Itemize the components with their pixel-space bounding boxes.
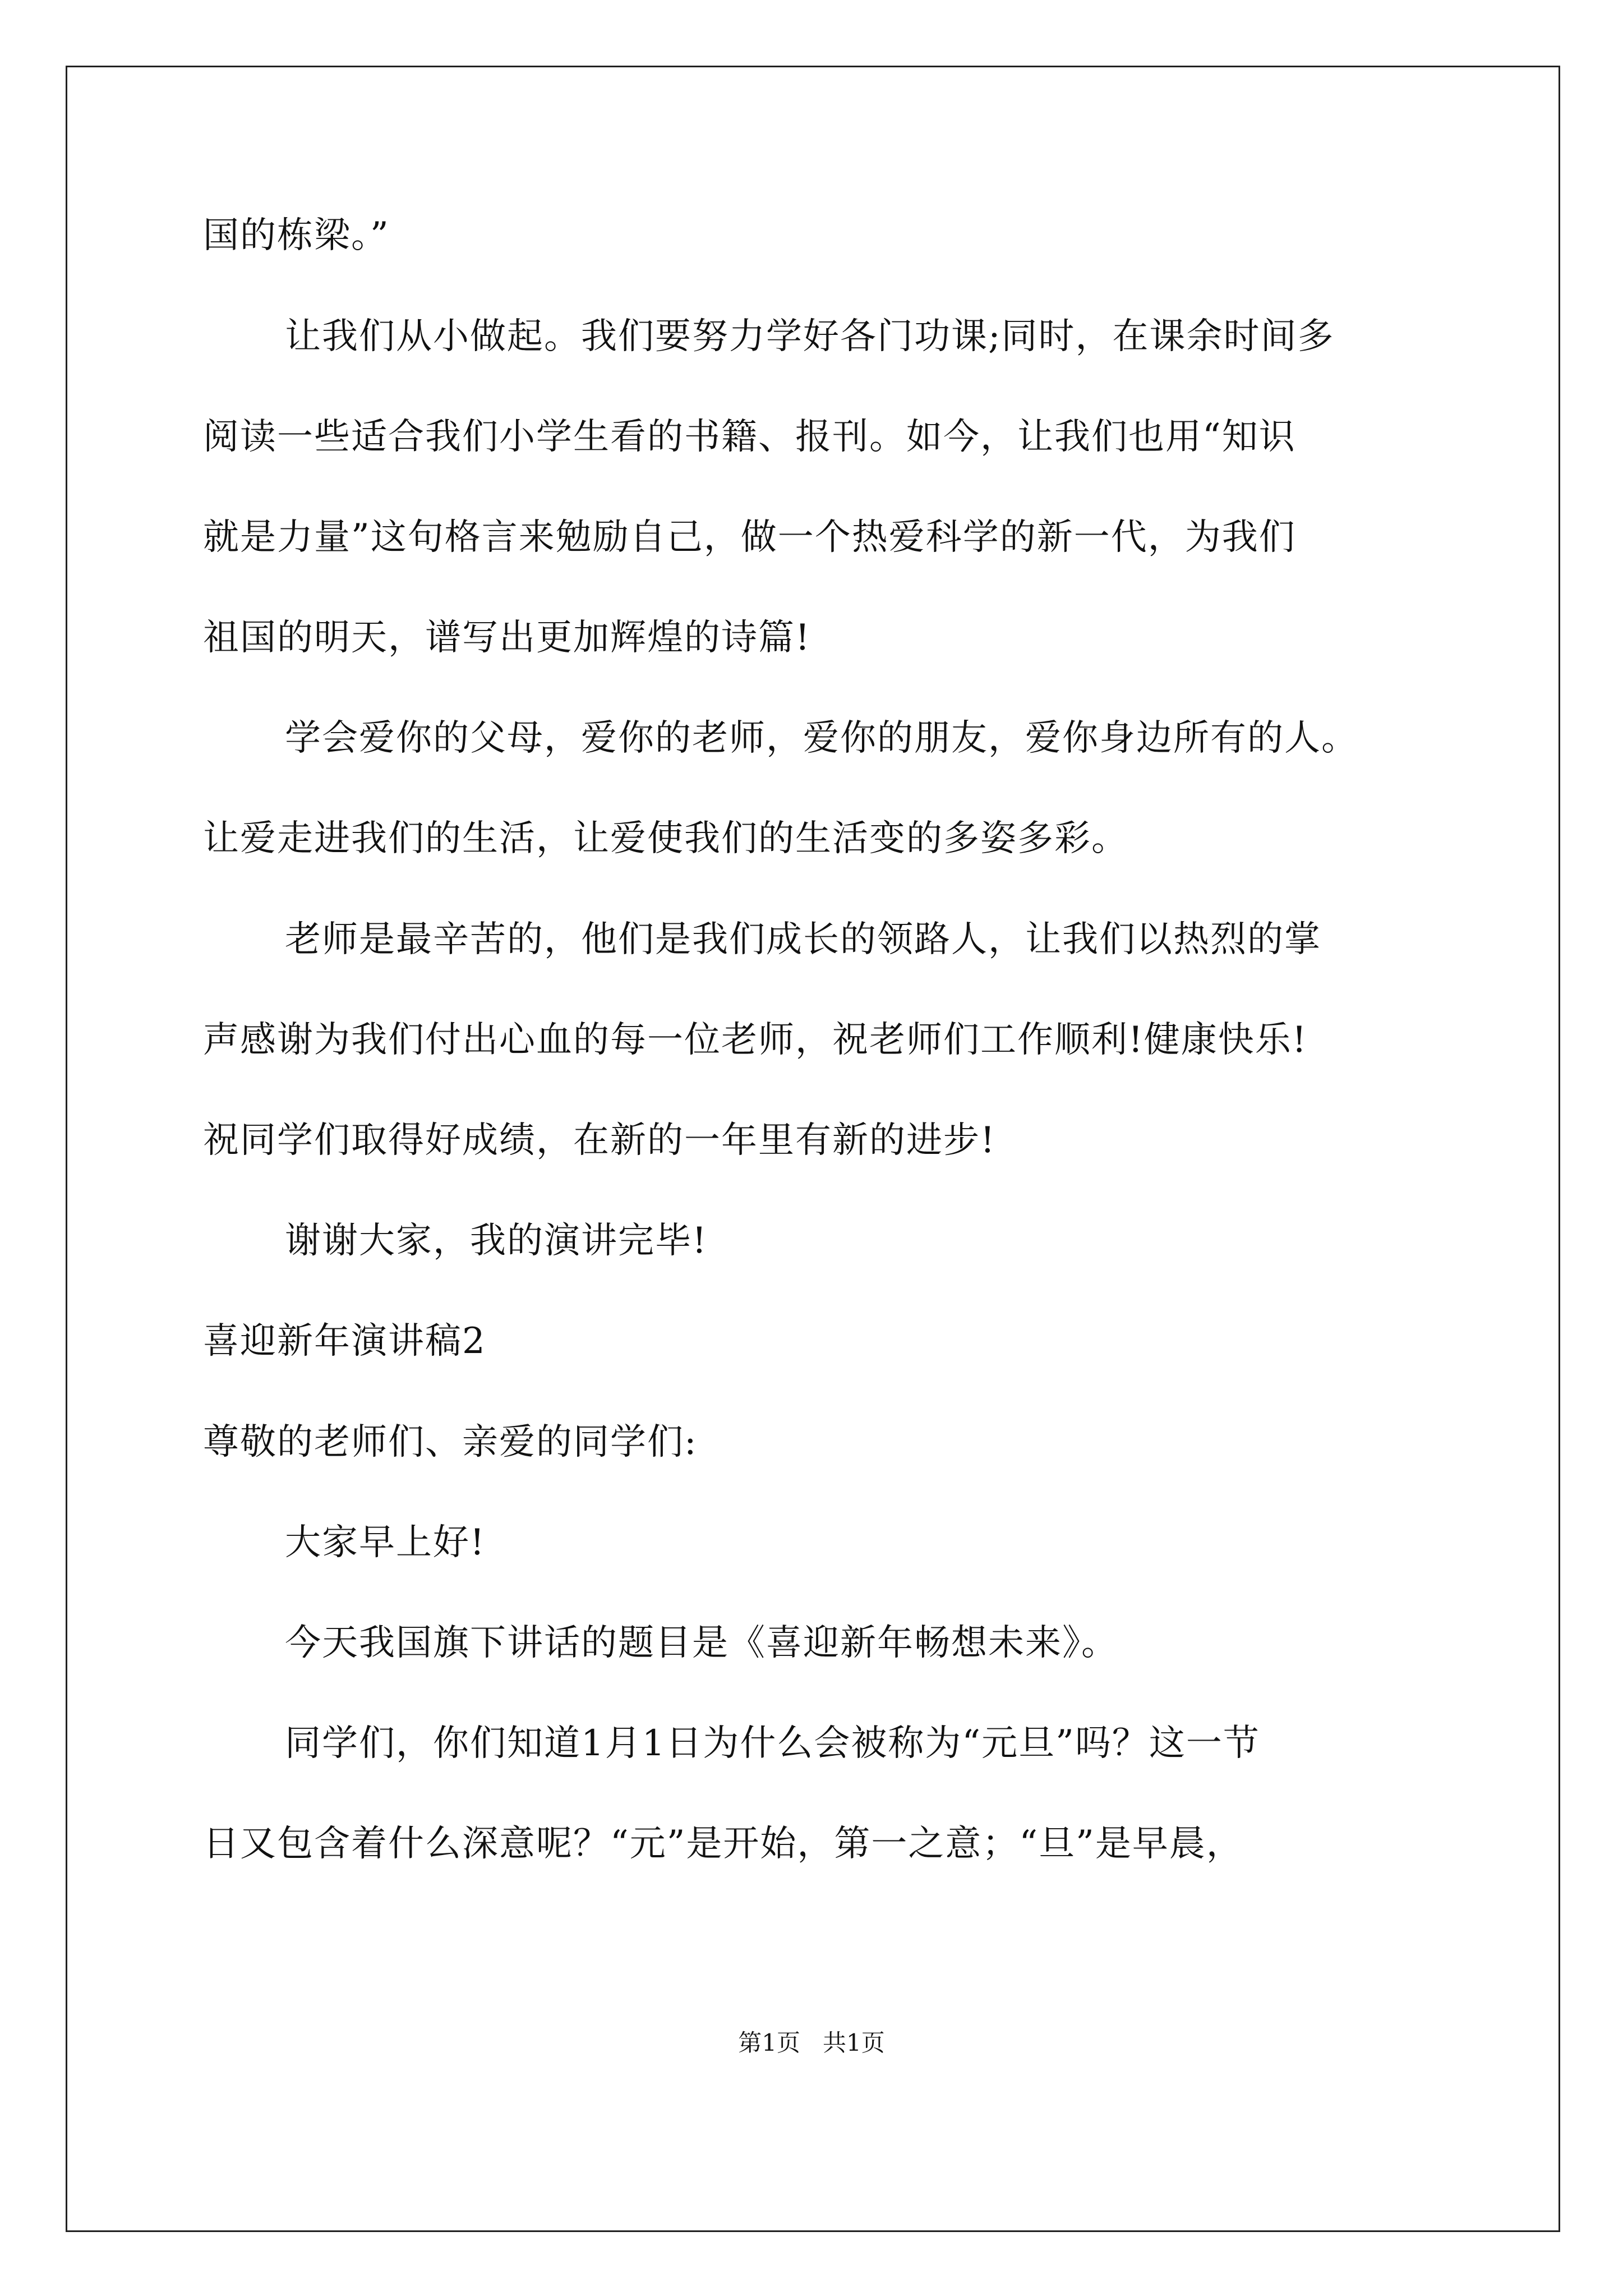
text-line-1: 国的栋梁。” [203,215,390,256]
text-line-6: 学会爱你的父母，爱你的老师，爱你的朋友，爱你身边所有的人。 [285,717,1358,759]
section-heading: 喜迎新年演讲稿2 [203,1320,486,1362]
text-line-8: 老师是最辛苦的，他们是我们成长的领路人，让我们以热烈的掌 [285,919,1321,960]
text-line-2: 让我们从小做起。我们要努力学好各门功课;同时，在课余时间多 [285,316,1335,357]
text-line-15: 今天我国旗下讲话的题目是《喜迎新年畅想未来》。 [285,1622,1118,1664]
text-line-5: 祖国的明天，谱写出更加辉煌的诗篇! [203,617,811,659]
text-line-9: 声感谢为我们付出心血的每一位老师，祝老师们工作顺利!健康快乐! [203,1019,1308,1061]
text-line-16: 同学们，你们知道1月1日为什么会被称为“元旦”吗？这一节 [285,1723,1260,1764]
text-line-4: 就是力量”这句格言来勉励自己，做一个热爱科学的新一代，为我们 [203,517,1296,558]
page-footer: 第1页 共1页 [738,2029,885,2056]
text-line-7: 让爱走进我们的生活，让爱使我们的生活变的多姿多彩。 [203,818,1128,859]
salutation: 尊敬的老师们、亲爱的同学们: [203,1421,698,1463]
text-line-3: 阅读一些适合我们小学生看的书籍、报刊。如今，让我们也用“知识 [203,416,1296,458]
text-line-17: 日又包含着什么深意呢？“元”是开始，第一之意；“旦”是早晨， [203,1823,1243,1865]
text-line-10: 祝同学们取得好成绩，在新的一年里有新的进步! [203,1120,996,1161]
text-line-11: 谢谢大家，我的演讲完毕! [285,1220,708,1262]
greeting: 大家早上好! [285,1522,486,1563]
